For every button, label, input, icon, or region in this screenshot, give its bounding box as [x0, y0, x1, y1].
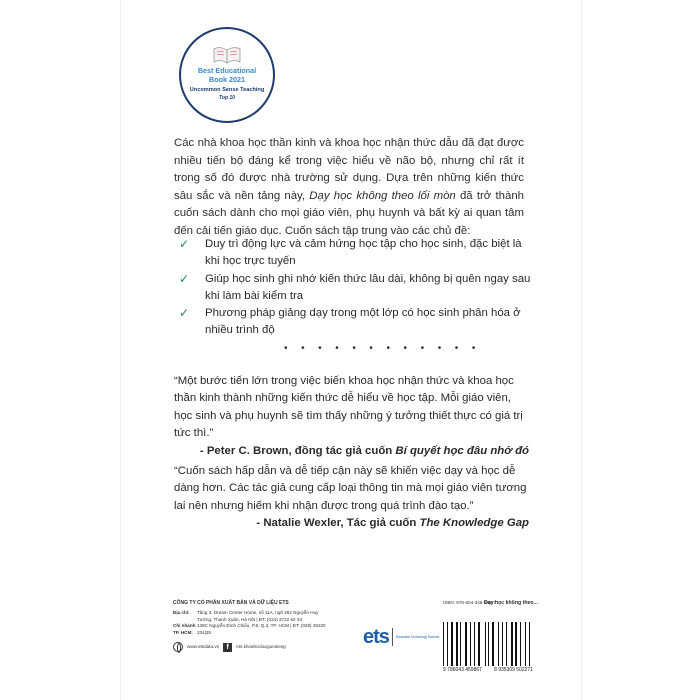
ets-logo-text: ets	[363, 625, 389, 648]
barcode	[443, 616, 533, 666]
barcode-bar	[451, 622, 453, 666]
barcode-bar	[492, 622, 494, 666]
intro-book-title: Dạy học không theo lối mòn	[309, 189, 456, 202]
quote-peter-brown	[174, 373, 529, 460]
intro-text-end: đã trở thành cuốn sách dành cho mọi giáo viên, phụ huynh và bất kỳ ai quan tâm đến cải tiến giáo dục. Cuốn sách tập trung vào các chủ đề:	[174, 189, 524, 237]
barcode-bar	[506, 622, 507, 666]
list-item-text: Phương pháp giảng dạy trong một lớp có học sinh phân hóa ở nhiều trình độ	[205, 307, 521, 337]
barcode-right-number: 8 935309 502271	[494, 667, 533, 673]
topic-list	[174, 236, 534, 340]
list-item-text: Giúp học sinh ghi nhớ kiến thức lâu dài, không bị quên ngay sau khi làm bài kiểm tra	[205, 272, 531, 302]
quote-author: - Natalie Wexler, Tác giả cuốn	[256, 517, 420, 530]
list-item-text: Duy trì động lực và cảm hứng học tập cho học sinh, đặc biệt là khi học trực tuyến	[205, 238, 522, 268]
intro-text-start: Các nhà khoa học thần kinh và khoa học nhận thức dẫu đã đạt được nhiều tiến bộ đáng kể trong việc hiểu về não bộ, nhưng chỉ rất ít trong số đó được nhà trường sử dụng. Dựa trên những kiến thức sâu sắc và nền tảng này,	[174, 137, 524, 202]
quote-text: “Cuốn sách hấp dẫn và dễ tiếp cận này sẽ khiến việc dạy và học dễ dàng hơn. Các tác giả cung cấp loại thông tin mà mọi giáo viên tương lai nên nhưng hiếm khi nhận được trong quá trình đào tạo.”	[174, 465, 527, 512]
branch-label: Chi nhánh TP. HCM:	[173, 623, 196, 635]
badge-rank: Top 10	[219, 94, 235, 101]
barcode-numbers	[443, 667, 533, 673]
branch-text: 138C Nguyễn Đình Chiểu, P.6, Q.3, TP. HCM | ĐT: (028) 38220 334|35	[197, 623, 326, 635]
barcode-bar	[444, 622, 445, 666]
publisher-links	[173, 642, 331, 652]
isbn-number: ISBN: 978-604-345-986-7	[443, 600, 496, 605]
barcode-bar	[508, 622, 509, 666]
quote-book-title: The Knowledge Gap	[419, 517, 529, 530]
check-icon: ✓	[179, 271, 190, 286]
list-item	[174, 305, 534, 340]
barcode-bar	[447, 622, 448, 666]
barcode-bar	[465, 622, 467, 666]
publisher-address-row	[173, 610, 331, 623]
list-item	[174, 236, 534, 271]
quote-attribution	[174, 515, 529, 532]
intro-paragraph	[174, 135, 524, 240]
address-label: Địa chỉ:	[173, 610, 190, 616]
badge-title-line1: Best Educational	[197, 65, 257, 75]
quote-natalie-wexler	[174, 463, 529, 533]
quote-attribution	[174, 443, 529, 460]
barcode-bar	[495, 622, 496, 666]
cover-footer	[173, 600, 538, 690]
barcode-bar	[478, 622, 480, 666]
address-text: Tầng 3, Dream Center Home, số 11A, ngõ 282 Nguyễn Huy Tưởng, Thanh Xuân, Hà Nội | ĐT: (024) 3722 62 34	[197, 610, 319, 622]
badge-subtitle: Uncommon Sense Teaching	[189, 86, 265, 93]
barcode-bar	[513, 622, 514, 666]
barcode-bar	[472, 622, 473, 666]
quote-author: - Peter C. Brown, đồng tác giả cuốn	[199, 444, 396, 457]
check-icon: ✓	[179, 306, 190, 321]
facebook-icon: f	[223, 643, 232, 652]
dot-separator: • • • • • • • • • • • •	[284, 343, 481, 354]
barcode-bar	[481, 622, 482, 666]
list-item	[174, 271, 534, 306]
globe-icon	[173, 642, 183, 652]
barcode-bar	[532, 622, 533, 666]
barcode-bar	[526, 622, 528, 666]
barcode-bar	[499, 622, 500, 666]
logo-divider	[392, 628, 393, 646]
barcode-left-number: 9 786043 459867	[443, 667, 482, 673]
cover-content	[121, 0, 581, 700]
barcode-bar	[520, 622, 521, 666]
check-icon: ✓	[179, 237, 190, 251]
barcode-area	[443, 600, 538, 673]
barcode-bar	[474, 622, 475, 666]
barcode-bar	[460, 622, 461, 666]
barcode-bar	[502, 622, 503, 666]
quote-text: “Một bước tiến lớn trong việc biến khoa học nhận thức và khoa học thần kinh thành những kiến thức dễ hiểu về học tập. Mỗi giáo viên, học sinh và phụ huynh sẽ tìm thấy những ý tưởng thiết thực có giá trị tức thì.”	[174, 375, 523, 440]
ets-logo-tagline: Education Technology Science	[395, 635, 440, 639]
publisher-branch-row	[173, 623, 331, 636]
website-link[interactable]: www.etsdata.vn	[187, 643, 220, 649]
facebook-link[interactable]: ets.khoahoclanguoisong	[236, 643, 286, 649]
book-tag: Dạy học không theo...	[484, 600, 538, 606]
barcode-bar	[468, 622, 469, 666]
barcode-bar	[522, 622, 523, 666]
publisher-name: CÔNG TY CỔ PHẦN XUẤT BẢN VÀ DỮ LIỆU ETS	[173, 600, 289, 606]
ets-logo	[363, 624, 441, 650]
badge-title-line2: Book 2021	[209, 74, 245, 84]
barcode-bar	[454, 622, 455, 666]
barcode-bar	[529, 622, 530, 666]
publisher-info	[173, 600, 331, 652]
barcode-bar	[515, 622, 516, 666]
barcode-bar	[488, 622, 489, 666]
barcode-bar	[486, 622, 487, 666]
barcode-bar	[458, 622, 459, 666]
quote-book-title: Bí quyết học đâu nhớ đó	[395, 444, 529, 457]
